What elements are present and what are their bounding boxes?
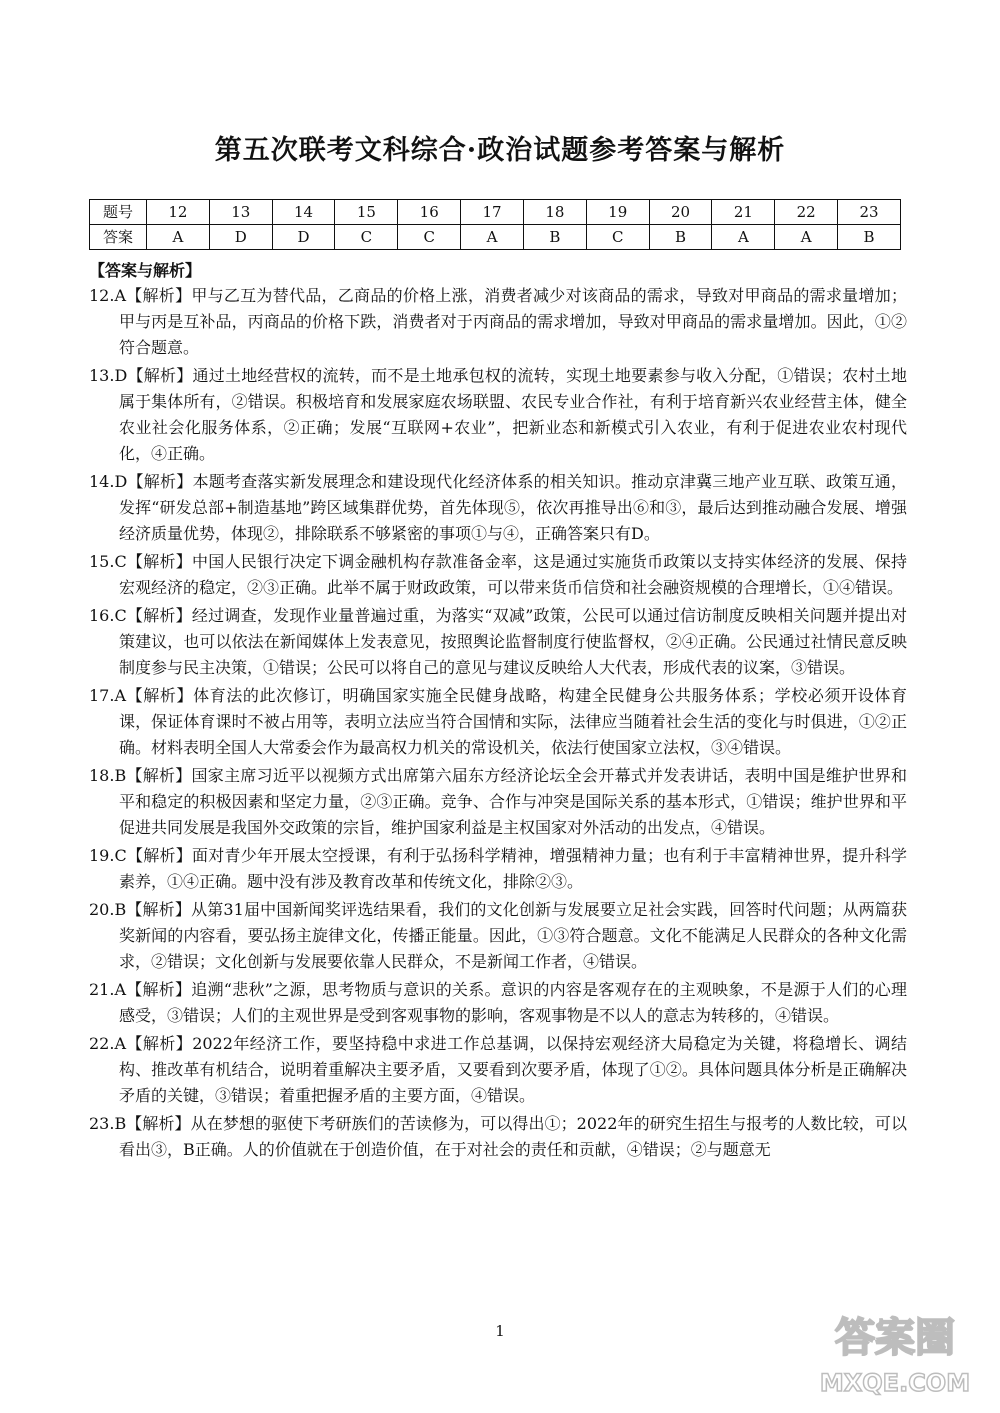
answer-cell: A [147, 225, 210, 250]
analysis-entry-16: 16.C【解析】经过调查，发现作业量普遍过重，为落实“双减”政策，公民可以通过信访制度反映相关问题并提出对策建议，也可以依法在新闻媒体上发表意见，按照舆论监督制度行使监督权，②④正确。公民通过社情民意反映制度参与民主决策，①错误；公民可以将自己的意见与建议反映给人大代表，形成代表的议案，③错误。 [89, 606, 907, 677]
question-number-cell: 12 [147, 200, 210, 225]
section-heading: 【答案与解析】 [89, 261, 202, 280]
watermark-logo-text: 答案圈 [835, 1315, 955, 1361]
question-number-cell: 19 [586, 200, 649, 225]
watermark-url-text: MXQE.COM [819, 1369, 971, 1397]
question-number-cell: 17 [461, 200, 524, 225]
analysis-entry-23: 23.B【解析】从在梦想的驱使下考研族们的苦读修为，可以得出①；2022年的研究生招生与报考的人数比较，可以看出③，B正确。人的价值就在于创造价值，在于对社会的责任和贡献，④错误；②与题意无 [89, 1114, 907, 1159]
analysis-entry-13: 13.D【解析】通过土地经营权的流转，而不是土地承包权的流转，实现土地要素参与收入分配，①错误；农村土地属于集体所有，②错误。积极培育和发展家庭农场联盟、农民专业合作社，有利于培育新兴农业经营主体，健全农业社会化服务体系，②正确；发展“互联网+农业”，把新业态和新模式引入农业，有利于促进农业农村现代化，④正确。 [89, 366, 907, 463]
answer-cell: C [398, 225, 461, 250]
answer-cell: A [461, 225, 524, 250]
question-number-cell: 15 [335, 200, 398, 225]
question-number-cell: 23 [838, 200, 901, 225]
analysis-entry-19: 19.C【解析】面对青少年开展太空授课，有利于弘扬科学精神，增强精神力量；也有利于丰富精神世界，提升科学素养，①④正确。题中没有涉及教育改革和传统文化，排除②③。 [89, 846, 907, 891]
answer-cell: C [335, 225, 398, 250]
analysis-entry-20: 20.B【解析】从第31届中国新闻奖评选结果看，我们的文化创新与发展要立足社会实践，回答时代问题；从两篇获奖新闻的内容看，要弘扬主旋律文化，传播正能量。因此，①③符合题意。文化不能满足人民群众的各种文化需求，②错误；文化创新与发展要依靠人民群众，不是新闻工作者，④错误。 [89, 900, 907, 971]
question-number-cell: 16 [398, 200, 461, 225]
answer-table [89, 199, 901, 250]
answer-cell: B [523, 225, 586, 250]
page-title: 第五次联考文科综合·政治试题参考答案与解析 [214, 135, 786, 166]
analysis-list [89, 283, 907, 1165]
analysis-entry-18: 18.B【解析】国家主席习近平以视频方式出席第六届东方经济论坛全会开幕式并发表讲话，表明中国是维护世界和平和稳定的积极因素和坚定力量，②③正确。竞争、合作与冲突是国际关系的基本形式，①错误；维护世界和平促进共同发展是我国外交政策的宗旨，维护国家利益是主权国家对外活动的出发点，④错误。 [89, 766, 907, 837]
question-number-row [90, 200, 901, 225]
analysis-entry-22: 22.A【解析】2022年经济工作，要坚持稳中求进工作总基调，以保持宏观经济大局稳定为关键，将稳增长、调结构、推改革有机结合，说明着重解决主要矛盾，又要看到次要矛盾，体现了①②。具体问题具体分析是正确解决矛盾的关键，③错误；着重把握矛盾的主要方面，④错误。 [89, 1034, 907, 1105]
analysis-entry-21: 21.A【解析】追溯“悲秋”之源，思考物质与意识的关系。意识的内容是客观存在的主观映象，不是源于人们的心理感受，③错误；人们的主观世界是受到客观事物的影响，客观事物是不以人的意志为转移的，④错误。 [89, 980, 907, 1025]
answer-cell: C [586, 225, 649, 250]
answer-cell: A [775, 225, 838, 250]
answer-label: 答案 [90, 225, 147, 250]
answer-cell: D [272, 225, 335, 250]
analysis-entry-15: 15.C【解析】中国人民银行决定下调金融机构存款准备金率，这是通过实施货币政策以支持实体经济的发展、保持宏观经济的稳定，②③正确。此举不属于财政政策，可以带来货币信贷和社会融资规模的合理增长，①④错误。 [89, 552, 907, 597]
analysis-entry-14: 14.D【解析】本题考查落实新发展理念和建设现代化经济体系的相关知识。推动京津冀三地产业互联、政策互通，发挥“研发总部+制造基地”跨区域集群优势，首先体现⑤，依次再推导出⑥和③，最后达到推动融合发展、增强经济质量优势，体现②，排除联系不够紧密的事项①与④，正确答案只有D。 [89, 472, 907, 543]
question-number-label: 题号 [90, 200, 147, 225]
question-number-cell: 18 [523, 200, 586, 225]
analysis-entry-17: 17.A【解析】体育法的此次修订，明确国家实施全民健身战略，构建全民健身公共服务体系；学校必须开设体育课，保证体育课时不被占用等，表明立法应当符合国情和实际，法律应当随着社会生活的变化与时俱进，①②正确。材料表明全国人大常委会作为最高权力机关的常设机关，依法行使国家立法权，③④错误。 [89, 686, 907, 757]
answer-cell: B [838, 225, 901, 250]
question-number-cell: 20 [649, 200, 712, 225]
answer-cell: A [712, 225, 775, 250]
answer-cell: D [209, 225, 272, 250]
question-number-cell: 22 [775, 200, 838, 225]
answer-row [90, 225, 901, 250]
analysis-entry-12: 12.A【解析】甲与乙互为替代品，乙商品的价格上涨，消费者减少对该商品的需求，导致对甲商品的需求量增加；甲与丙是互补品，丙商品的价格下跌，消费者对于丙商品的需求增加，导致对甲商品的需求量增加。因此，①②符合题意。 [89, 286, 907, 357]
question-number-cell: 13 [209, 200, 272, 225]
watermark-logo [810, 1303, 980, 1399]
page-number: 1 [495, 1322, 505, 1340]
question-number-cell: 21 [712, 200, 775, 225]
question-number-cell: 14 [272, 200, 335, 225]
answer-cell: B [649, 225, 712, 250]
